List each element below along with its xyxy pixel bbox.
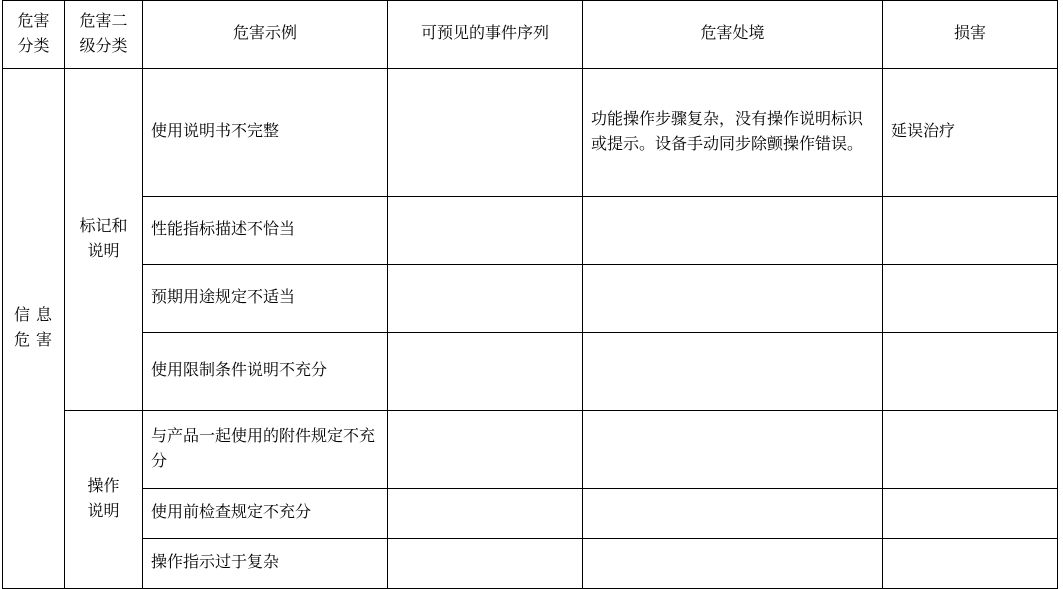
cell-foreseeable-sequence [388, 197, 583, 265]
header-hazard-subcategory-line1: 危害二 [79, 12, 128, 30]
table-header [3, 1, 1058, 69]
cell-hazard-example: 操作指示过于复杂 [143, 539, 388, 589]
subcategory-operation-line1: 操作 [87, 477, 120, 495]
cell-hazard-example: 使用限制条件说明不充分 [143, 333, 388, 411]
cell-hazard-example: 性能指标描述不恰当 [143, 197, 388, 265]
cell-hazard-situation: 功能操作步骤复杂，没有操作说明标识或提示。设备手动同步除颤操作错误。 [583, 69, 883, 197]
header-hazard-example: 危害示例 [143, 1, 388, 69]
cell-harm: 延误治疗 [883, 69, 1058, 197]
cell-foreseeable-sequence [388, 539, 583, 589]
cell-hazard-example: 预期用途规定不适当 [143, 265, 388, 333]
cell-harm [883, 489, 1058, 539]
cell-harm [883, 539, 1058, 589]
cell-hazard-situation [583, 489, 883, 539]
subcategory-labeling-line1: 标记和 [79, 217, 128, 235]
hazard-analysis-table [2, 0, 1058, 589]
cell-hazard-example: 使用说明书不完整 [143, 69, 388, 197]
category-line1: 信 息 [13, 306, 53, 324]
header-foreseeable-sequence: 可预见的事件序列 [388, 1, 583, 69]
cell-foreseeable-sequence [388, 489, 583, 539]
subcategory-operation-line2: 说明 [87, 502, 120, 520]
cell-subcategory-operation [65, 411, 143, 589]
cell-hazard-example: 与产品一起使用的附件规定不充分 [143, 411, 388, 489]
header-row [3, 1, 1058, 69]
table-row [3, 69, 1058, 197]
cell-hazard-situation [583, 333, 883, 411]
table-row [3, 489, 1058, 539]
table-body [3, 69, 1058, 589]
header-hazard-category [3, 1, 65, 69]
header-hazard-subcategory [65, 1, 143, 69]
cell-harm [883, 197, 1058, 265]
header-hazard-subcategory-line2: 级分类 [79, 37, 128, 55]
cell-hazard-situation [583, 539, 883, 589]
cell-foreseeable-sequence [388, 411, 583, 489]
category-line2: 危 害 [13, 331, 53, 349]
header-hazard-category-line2: 分类 [17, 37, 50, 55]
subcategory-labeling-line2: 说明 [87, 242, 120, 260]
table-row [3, 539, 1058, 589]
table-row [3, 411, 1058, 489]
table-row [3, 265, 1058, 333]
table-row [3, 197, 1058, 265]
header-hazard-situation: 危害处境 [583, 1, 883, 69]
cell-harm [883, 265, 1058, 333]
header-hazard-category-line1: 危害 [17, 12, 50, 30]
cell-foreseeable-sequence [388, 265, 583, 333]
cell-subcategory-labeling [65, 69, 143, 411]
cell-hazard-situation [583, 197, 883, 265]
cell-hazard-situation [583, 411, 883, 489]
cell-harm [883, 411, 1058, 489]
cell-hazard-category [3, 69, 65, 589]
table-row [3, 333, 1058, 411]
cell-hazard-example: 使用前检查规定不充分 [143, 489, 388, 539]
header-harm: 损害 [883, 1, 1058, 69]
cell-hazard-situation [583, 265, 883, 333]
cell-foreseeable-sequence [388, 333, 583, 411]
cell-harm [883, 333, 1058, 411]
cell-foreseeable-sequence [388, 69, 583, 197]
